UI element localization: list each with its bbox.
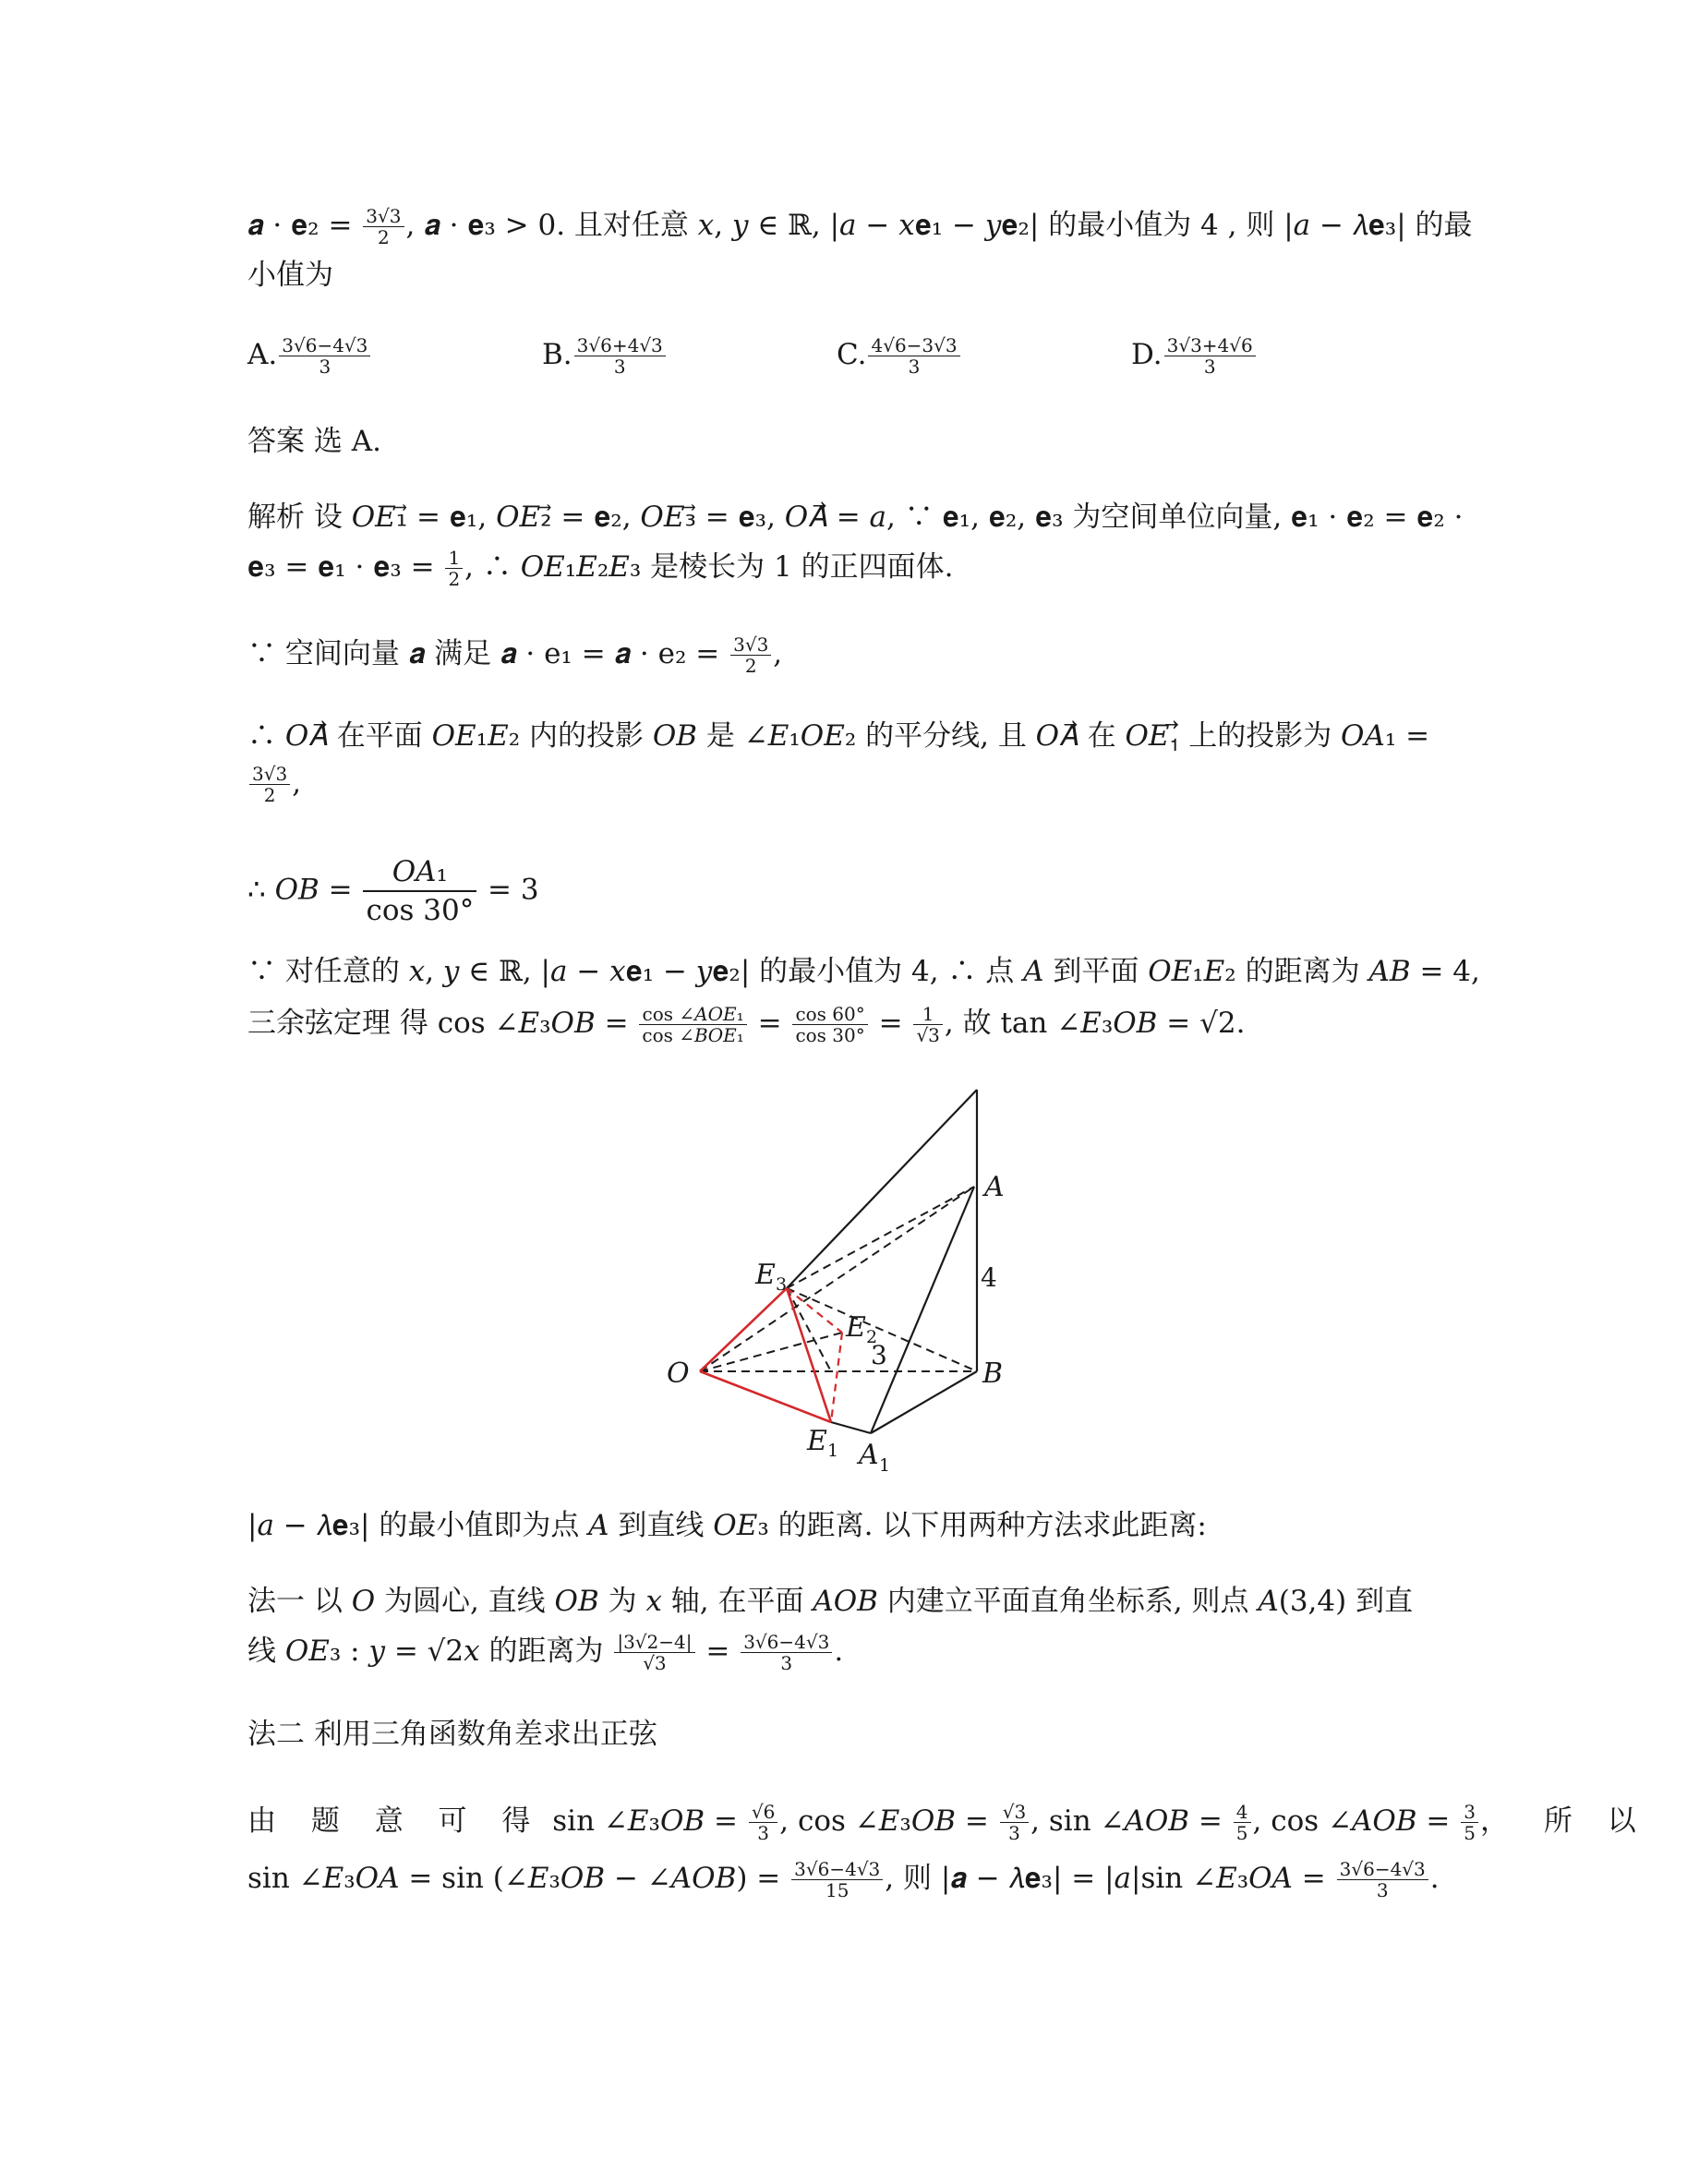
method2-line-1: 由 题 意 可 得 sin ∠𝐸₃𝑂𝐵 = $\frac{√6}{3}$ , cos ∠𝐸₃𝑂𝐵 = $\frac{√3}{3}$ , sin ∠𝐴𝑂𝐵 = $\frac{4}{5}$ , cos ∠𝐴𝑂𝐵 = $\frac{3}{5}$ ， 所 以 [247, 1801, 1649, 1844]
dash-e3-a [787, 1187, 974, 1288]
label-o: O [667, 1357, 690, 1390]
cos-fraction-2: $\frac{\cos 60^\circ}{\cos 30^\circ}$ [792, 1004, 867, 1045]
red-o-e1 [700, 1371, 831, 1422]
method2-title: 法二 利用三角函数角差求出正弦 [247, 1718, 657, 1751]
option-b: B. $\frac{3√6+4√3}{3}$ [542, 334, 668, 377]
sin-e3ob-fraction: $\frac{√6}{3}$ [749, 1802, 777, 1843]
analysis-line-8: 三余弦定理 得 cos ∠𝐸₃𝑂𝐵 = $\frac{\text{cos ∠𝐴𝑂𝐸₁}}{\text{cos ∠𝐵𝑂𝐸₁}}$ = $\frac{\cos 60^\circ}{\cos 30^\circ}$ = $\frac{1}{√3}$ , 故 tan ∠𝐸₃𝑂𝐵 = √2. [247, 1003, 1246, 1046]
edge-e3-top [787, 1090, 977, 1288]
analysis-line-6: ∴ 𝑂𝐵 = $\frac{\text{𝑂𝐴₁}}{\cos 30^\circ}$ = 3 [247, 855, 539, 927]
label-length-4: 4 [981, 1262, 997, 1293]
option-a: A. $\frac{3√6-4√3}{3}$ [247, 334, 372, 377]
sin-aob-fraction: $\frac{4}{5}$ [1234, 1802, 1251, 1843]
sin-e3oa-fraction: $\frac{3√6-4√3}{15}$ [791, 1859, 883, 1900]
question-prefix: 𝒂 · 𝐞₂ = [247, 209, 362, 242]
result-fraction: $\frac{3√6-4√3}{3}$ [1337, 1859, 1428, 1900]
oa1-fraction: $\frac{3√3}{2}$ [249, 764, 290, 805]
label-e3-sub: 3 [776, 1274, 788, 1295]
edge-b-a1 [871, 1371, 977, 1433]
label-a: A [984, 1171, 1005, 1203]
dash-o-a [700, 1187, 974, 1371]
projection-fraction: $\frac{3√3}{2}$ [730, 634, 771, 676]
option-d: D. $\frac{3√3+4√6}{3}$ [1131, 334, 1258, 377]
option-a-fraction: $\frac{3√6-4√3}{3}$ [279, 335, 370, 377]
tetrahedron-figure [646, 1085, 1034, 1491]
method2-line-2: sin ∠𝐸₃𝑂𝐴 = sin (∠𝐸₃𝑂𝐵 − ∠𝐴𝑂𝐵) = $\frac{3√6-4√3}{15}$ , 则 |𝒂 − 𝜆𝐞₃| = |𝑎|sin ∠𝐸₃𝑂𝐴 = $\frac{3√6-4√3}{3}$ . [247, 1858, 1440, 1901]
label-a1: A [859, 1439, 879, 1471]
after-line-1: |𝑎 − 𝜆𝐞₃| 的最小值即为点 𝐴 到直线 𝑂𝐸₃ 的距离. 以下用两种方法求此距离: [247, 1509, 1207, 1542]
method1-line-2: 线 𝑂𝐸₃ : 𝑦 = √2𝑥 的距离为 $\frac{|3√2-4|}{√3}$ = $\frac{3√6-4√3}{3}$ . [247, 1631, 844, 1674]
figure-svg [646, 1085, 1034, 1491]
label-e2: E [846, 1311, 866, 1344]
edge-e1-a1 [831, 1422, 871, 1433]
analysis-line-2: 𝐞₃ = 𝐞₁ · 𝐞₃ = $\frac{1}{2}$ , ∴ 𝑂𝐸₁𝐸₂𝐸₃ 是棱长为 1 的正四面体. [247, 547, 954, 590]
analysis-line-4: ∴ 𝑂𝐴⃗ 在平面 𝑂𝐸₁𝐸₂ 内的投影 𝑂𝐵 是 ∠𝐸₁𝑂𝐸₂ 的平分线, 且 𝑂𝐴⃗ 在 𝑂𝐸₁⃗ 上的投影为 𝑂𝐴₁ = [247, 719, 1430, 753]
ob-fraction: $\frac{\text{𝑂𝐴₁}}{\cos 30^\circ}$ [363, 853, 476, 929]
cos-fraction-1: $\frac{\text{cos ∠𝐴𝑂𝐸₁}}{\text{cos ∠𝐵𝑂𝐸₁}}$ [639, 1004, 746, 1045]
label-b: B [982, 1357, 1004, 1390]
distance-fraction-1: $\frac{|3√2-4|}{√3}$ [614, 1632, 694, 1673]
question-line-1 [247, 205, 1473, 248]
question-line-2: 小值为 [247, 259, 333, 292]
edge-a-a1 [871, 1187, 974, 1433]
answer: 答案 选 A. [247, 425, 381, 458]
red-e2-e1 [831, 1333, 842, 1422]
option-b-fraction: $\frac{3√6+4√3}{3}$ [574, 335, 666, 377]
analysis-line-7: ∵ 对任意的 𝑥, 𝑦 ∈ ℝ, |𝑎 − 𝑥𝐞₁ − 𝑦𝐞₂| 的最小值为 4, ∴ 点 𝐴 到平面 𝑂𝐸₁𝐸₂ 的距离为 𝐴𝐵 = 4, [247, 955, 1480, 988]
label-e1-sub: 1 [827, 1441, 839, 1461]
label-a1-sub: 1 [879, 1455, 891, 1476]
method1-line-1: 法一 以 𝑂 为圆心, 直线 𝑂𝐵 为 𝑥 轴, 在平面 𝐴𝑂𝐵 内建立平面直角坐标系, 则点 𝐴(3,4) 到直 [247, 1585, 1414, 1618]
option-d-fraction: $\frac{3√3+4√6}{3}$ [1164, 335, 1256, 377]
label-length-3: 3 [871, 1340, 887, 1370]
cos-fraction-3: $\frac{1}{√3}$ [913, 1004, 942, 1045]
analysis-line-3: ∵ 空间向量 𝒂 满足 𝒂 · e₁ = 𝒂 · e₂ = $\frac{3√3}{2}$ , [247, 633, 783, 677]
analysis-line-1: 解析 设 𝑂𝐸₁⃗ = 𝐞₁, 𝑂𝐸₂⃗ = 𝐞₂, 𝑂𝐸₃⃗ = 𝐞₃, 𝑂𝐴⃗ = 𝑎, ∵ 𝐞₁, 𝐞₂, 𝐞₃ 为空间单位向量, 𝐞₁ · 𝐞₂ = 𝐞₂ · [247, 501, 1464, 534]
label-e1: E [807, 1425, 827, 1457]
label-e2-sub: 2 [866, 1327, 878, 1347]
question-rest: , 𝒂 · 𝐞₃ > 0. 且对任意 𝑥, 𝑦 ∈ ℝ, |𝑎 − 𝑥𝐞₁ − 𝑦𝐞₂| 的最小值为 4 , 则 |𝑎 − 𝜆𝐞₃| 的最 [405, 209, 1473, 242]
half-fraction: $\frac{1}{2}$ [445, 548, 463, 589]
analysis-line-5: $\frac{3√3}{2}$ , [247, 763, 1443, 805]
cos-e3ob-fraction: $\frac{√3}{3}$ [1000, 1802, 1029, 1843]
option-c: C. $\frac{4√6-3√3}{3}$ [837, 334, 962, 377]
distance-fraction-2: $\frac{3√6-4√3}{3}$ [741, 1632, 832, 1673]
option-c-fraction: $\frac{4√6-3√3}{3}$ [868, 335, 959, 377]
red-e3-e1 [787, 1288, 831, 1422]
question-fraction: $\frac{3√3}{2}$ [363, 206, 404, 247]
label-e3: E [755, 1259, 776, 1291]
cos-aob-fraction: $\frac{3}{5}$ [1461, 1802, 1478, 1843]
